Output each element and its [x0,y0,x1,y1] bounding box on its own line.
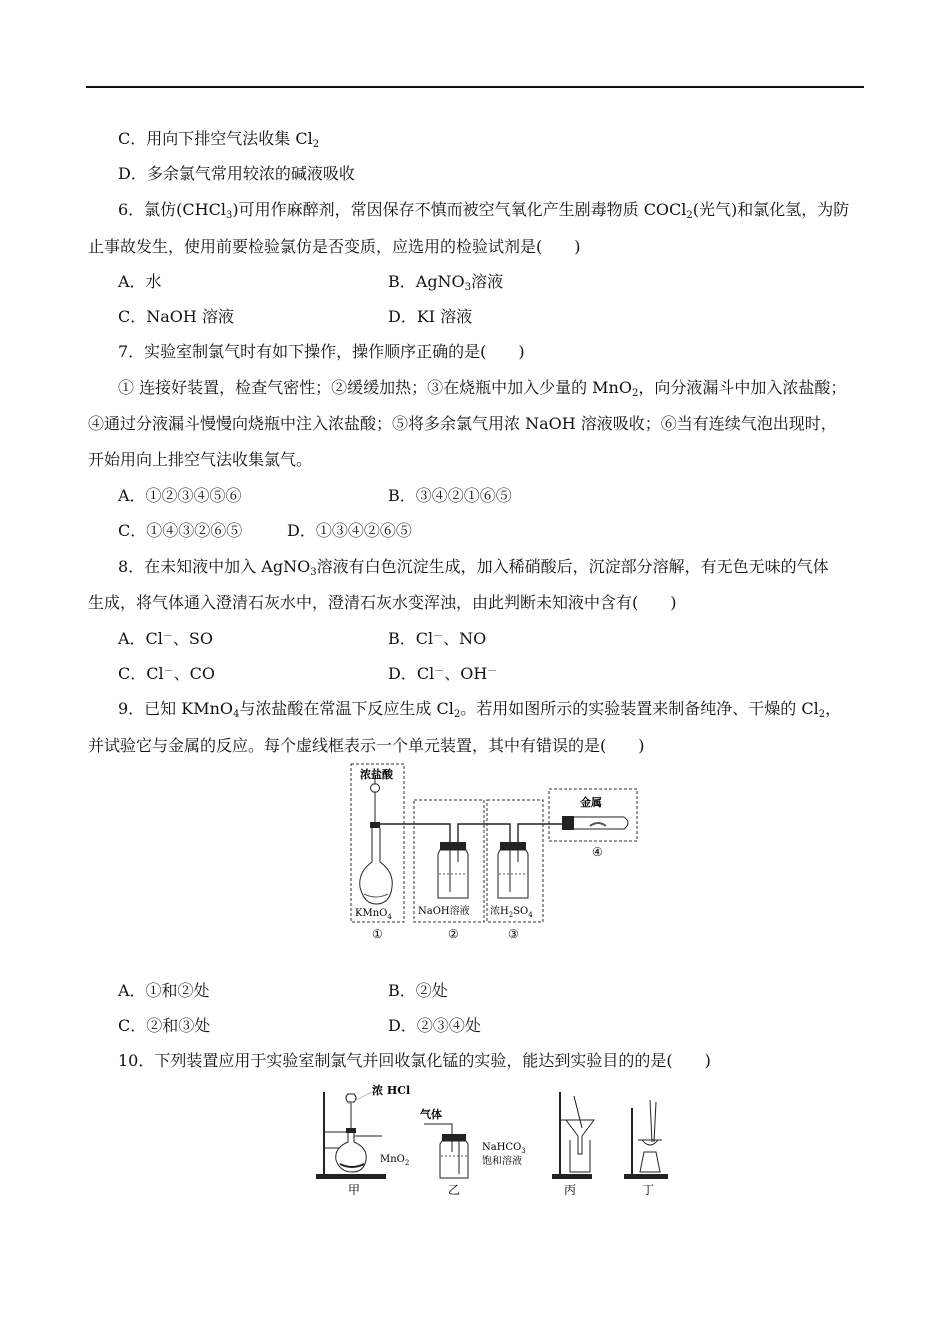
label-conc-hcl-10: 浓 HCl [372,1084,411,1097]
q6-option-a: A．水 [118,272,162,291]
q8-option-a: A．Cl－、SO [118,629,214,648]
q6-option-b: B．AgNO$_3$溶液 [388,272,504,293]
label-unit-2: ② [448,927,459,941]
q8-stem-line1: 8．在未知液中加入 AgNO$_3$溶液有白色沉淀生成，加入稀硝酸后，沉淀部分溶解，有无色无味的气体 [118,557,829,578]
wash-bottle-yi [440,1141,468,1178]
q7-ops-line3: 开始用向上排空气法收集氯气。 [88,450,313,469]
q7-option-d: D．①③④②⑥⑤ [287,521,412,540]
q9-stem-line1: 9．已知 KMnO$_4$与浓盐酸在常温下反应生成 $Cl_2$。若用如图所示的实验装置来制备纯净、干燥的 $Cl_2$， [118,699,842,720]
q5-option-d: D．多余氯气常用较浓的碱液吸收 [118,164,355,183]
q6-option-c: C．NaOH 溶液 [118,307,234,326]
q9-option-d: D．②③④处 [388,1016,481,1035]
label-bing: 丙 [564,1183,577,1197]
label-yi: 乙 [448,1183,461,1197]
q7-option-b: B．③④②①⑥⑤ [388,486,512,505]
label-ding: 丁 [642,1183,655,1197]
q8-option-b: B．Cl－、NO [388,629,487,648]
q7-option-a: A．①②③④⑤⑥ [118,486,242,505]
label-metal: 金属 [580,796,602,809]
round-flask [360,828,393,904]
alcohol-lamp [640,1152,660,1172]
q5-option-c: C．用向下排空气法收集 $Cl_2$ [118,129,320,150]
header-rule [86,86,864,88]
label-h2so4: 浓$H_2SO_4$ [490,906,533,919]
label-unit-1: ① [372,927,383,941]
q9-option-a: A．①和②处 [118,981,210,1000]
label-saturated: 饱和溶液 [482,1156,522,1167]
q10-apparatus-figure [312,1080,682,1198]
q6-stem-line1: 6．氯仿(CHCl$_3$)可用作麻醉剂，常因保存不慎而被空气氧化产生剧毒物质 COCl$_2$(光气)和氯化氢，为防 [118,200,850,221]
q8-option-d: D．Cl－、OH－ [388,664,498,683]
q7-stem: 7．实验室制氯气时有如下操作，操作顺序正确的是( ) [118,342,525,361]
label-unit-4: ④ [592,845,603,859]
q9-stem-line2: 并试验它与金属的反应。每个虚线框表示一个单元装置，其中有错误的是( ) [88,736,645,755]
label-unit-3: ③ [508,927,519,941]
label-mno2: MnO$_2$ [380,1154,410,1167]
q9-apparatus-figure [340,762,650,948]
q9-option-b: B．②处 [388,981,448,1000]
q6-option-d: D．KI 溶液 [388,307,473,326]
q10-stem: 10．下列装置应用于实验室制氯气并回收氯化锰的实验，能达到实验目的的是( ) [118,1051,711,1070]
q6-stem-line2: 止事故发生，使用前要检验氯仿是否变质，应选用的检验试剂是( ) [88,237,581,256]
q7-ops-line1: ① 连接好装置，检查气密性；②缓缓加热；③在烧瓶中加入少量的 MnO$_2$，向分液漏斗中加入浓盐酸； [118,378,847,399]
separatory-funnel [371,784,380,792]
flask-stopper [370,822,380,828]
label-kmno4: KMnO$_4$ [355,908,392,921]
q7-option-c: C．①④③②⑥⑤ [118,521,243,540]
label-conc-hcl: 浓盐酸 [360,768,393,781]
label-jia: 甲 [348,1183,361,1197]
evaporating-dish [642,1140,658,1145]
q9-option-c: C．②和③处 [118,1016,211,1035]
label-naoh: NaOH溶液 [418,906,470,917]
label-nahco3: NaHCO$_3$ [482,1142,526,1155]
q8-stem-line2: 生成，将气体通入澄清石灰水中，澄清石灰水变浑浊，由此判断未知液中含有( ) [88,593,677,612]
label-gas: 气体 [420,1108,442,1121]
q7-ops-line2: ④通过分液漏斗慢慢向烧瓶中注入浓盐酸；⑤将多余氯气用浓 NaOH 溶液吸收；⑥当有连续气泡出现时， [88,414,837,433]
q8-option-c: C．Cl－、CO [118,664,215,683]
